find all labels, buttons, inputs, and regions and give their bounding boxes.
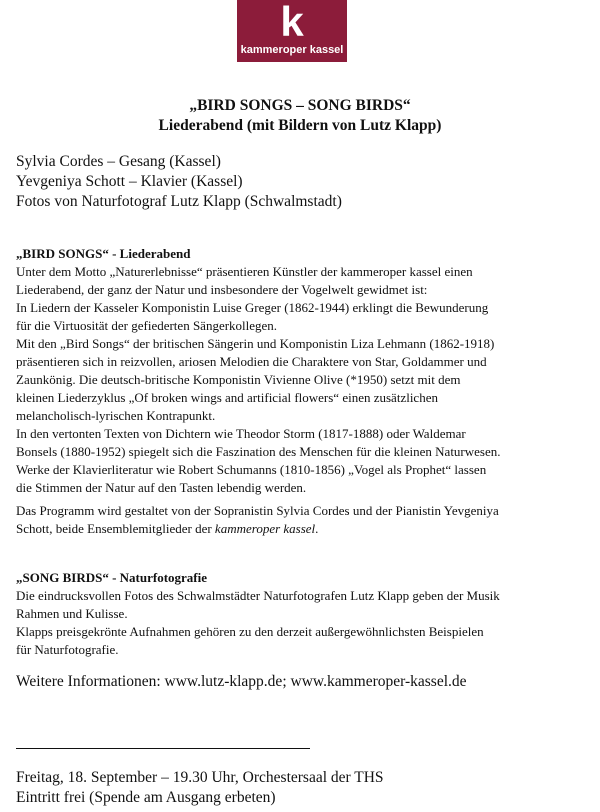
paragraph-line: Die eindrucksvollen Fotos des Schwalmstädter Naturfotografen Lutz Klapp geben der Musik	[16, 588, 500, 603]
performer-singer: Sylvia Cordes – Gesang (Kassel)	[16, 153, 221, 170]
event-details	[16, 768, 384, 808]
paragraph-line: Unter dem Motto „Naturerlebnisse“ präsentieren Künstler der kammeroper kassel einen	[16, 264, 473, 279]
paragraph-line: für die Virtuosität der gefiederten Sängerkollegen.	[16, 318, 278, 333]
paragraph-line: Klapps preisgekrönte Aufnahmen gehören zu den derzeit außergewöhnlichsten Beispielen	[16, 624, 484, 639]
paragraph-line: Liederabend, der ganz der Natur und insbesondere der Vogelwelt gewidmet ist:	[16, 282, 428, 297]
logo-text: kammeroper kassel	[240, 44, 344, 56]
paragraph-line: melancholisch-lyrischen Kontrapunkt.	[16, 408, 216, 423]
paragraph-line: Rahmen und Kulisse.	[16, 606, 128, 621]
performer-pianist: Yevgeniya Schott – Klavier (Kassel)	[16, 173, 243, 190]
paragraph-line: für Naturfotografie.	[16, 642, 119, 657]
program-line-2-end: .	[315, 521, 319, 536]
program-line-1: Das Programm wird gestaltet von der Sopranistin Sylvia Cordes und der Pianistin Yevgeniya	[16, 503, 499, 518]
title-line-1: „BIRD SONGS – SONG BIRDS“	[189, 97, 411, 114]
paragraph-line: In den vertonten Texten von Dichtern wie Theodor Storm (1817-1888) oder Waldemar	[16, 426, 466, 441]
more-info: Weitere Informationen: www.lutz-klapp.de; www.kammeroper-kassel.de	[16, 673, 467, 690]
paragraph-line: präsentieren sich in reizvollen, ariosen Melodien die Charaktere von Star, Goldammer und	[16, 354, 487, 369]
performers-list	[16, 152, 342, 212]
paragraph-line: In Liedern der Kasseler Komponistin Luise Greger (1862-1944) erklingt die Bewunderung	[16, 300, 489, 315]
program-paragraph	[16, 502, 499, 538]
section-heading: „BIRD SONGS“ - Liederabend	[16, 246, 191, 261]
paragraph-line: Werke der Klavierliteratur wie Robert Schumanns (1810-1856) „Vogel als Prophet“ lassen	[16, 462, 487, 477]
section-bird-songs	[16, 245, 591, 497]
program-ensemble-name: kammeroper kassel	[214, 521, 316, 536]
divider-line	[16, 748, 310, 749]
page-title	[0, 96, 600, 136]
paragraph-line: kleinen Liederzyklus „Of broken wings and artificial flowers“ einen zusätzlichen	[16, 390, 438, 405]
performer-photographer: Fotos von Naturfotograf Lutz Klapp (Schwalmstadt)	[16, 193, 342, 210]
logo-mark: k	[280, 0, 304, 45]
event-date-location: Freitag, 18. September – 19.30 Uhr, Orchestersaal der THS	[16, 769, 384, 786]
program-line-2	[16, 520, 499, 538]
title-line-2: Liederabend (mit Bildern von Lutz Klapp)	[158, 117, 442, 134]
section-heading: „SONG BIRDS“ - Naturfotografie	[16, 570, 208, 585]
paragraph-line: Bonsels (1880-1952) spiegelt sich die Faszination des Menschen für die kleinen Naturwesen.	[16, 444, 501, 459]
paragraph-line: Zaunkönig. Die deutsch-britische Komponistin Vivienne Olive (*1950) setzt mit dem	[16, 372, 461, 387]
program-line-2-text: Schott, beide Ensemblemitglieder der	[16, 521, 215, 536]
logo	[237, 0, 347, 62]
section-song-birds	[16, 569, 591, 659]
paragraph-line: Mit den „Bird Songs“ der britischen Sängerin und Komponistin Liza Lehmann (1862-1918)	[16, 336, 495, 351]
paragraph-line: die Stimmen der Natur auf den Tasten lebendig werden.	[16, 480, 307, 495]
event-admission: Eintritt frei (Spende am Ausgang erbeten)	[16, 789, 276, 806]
